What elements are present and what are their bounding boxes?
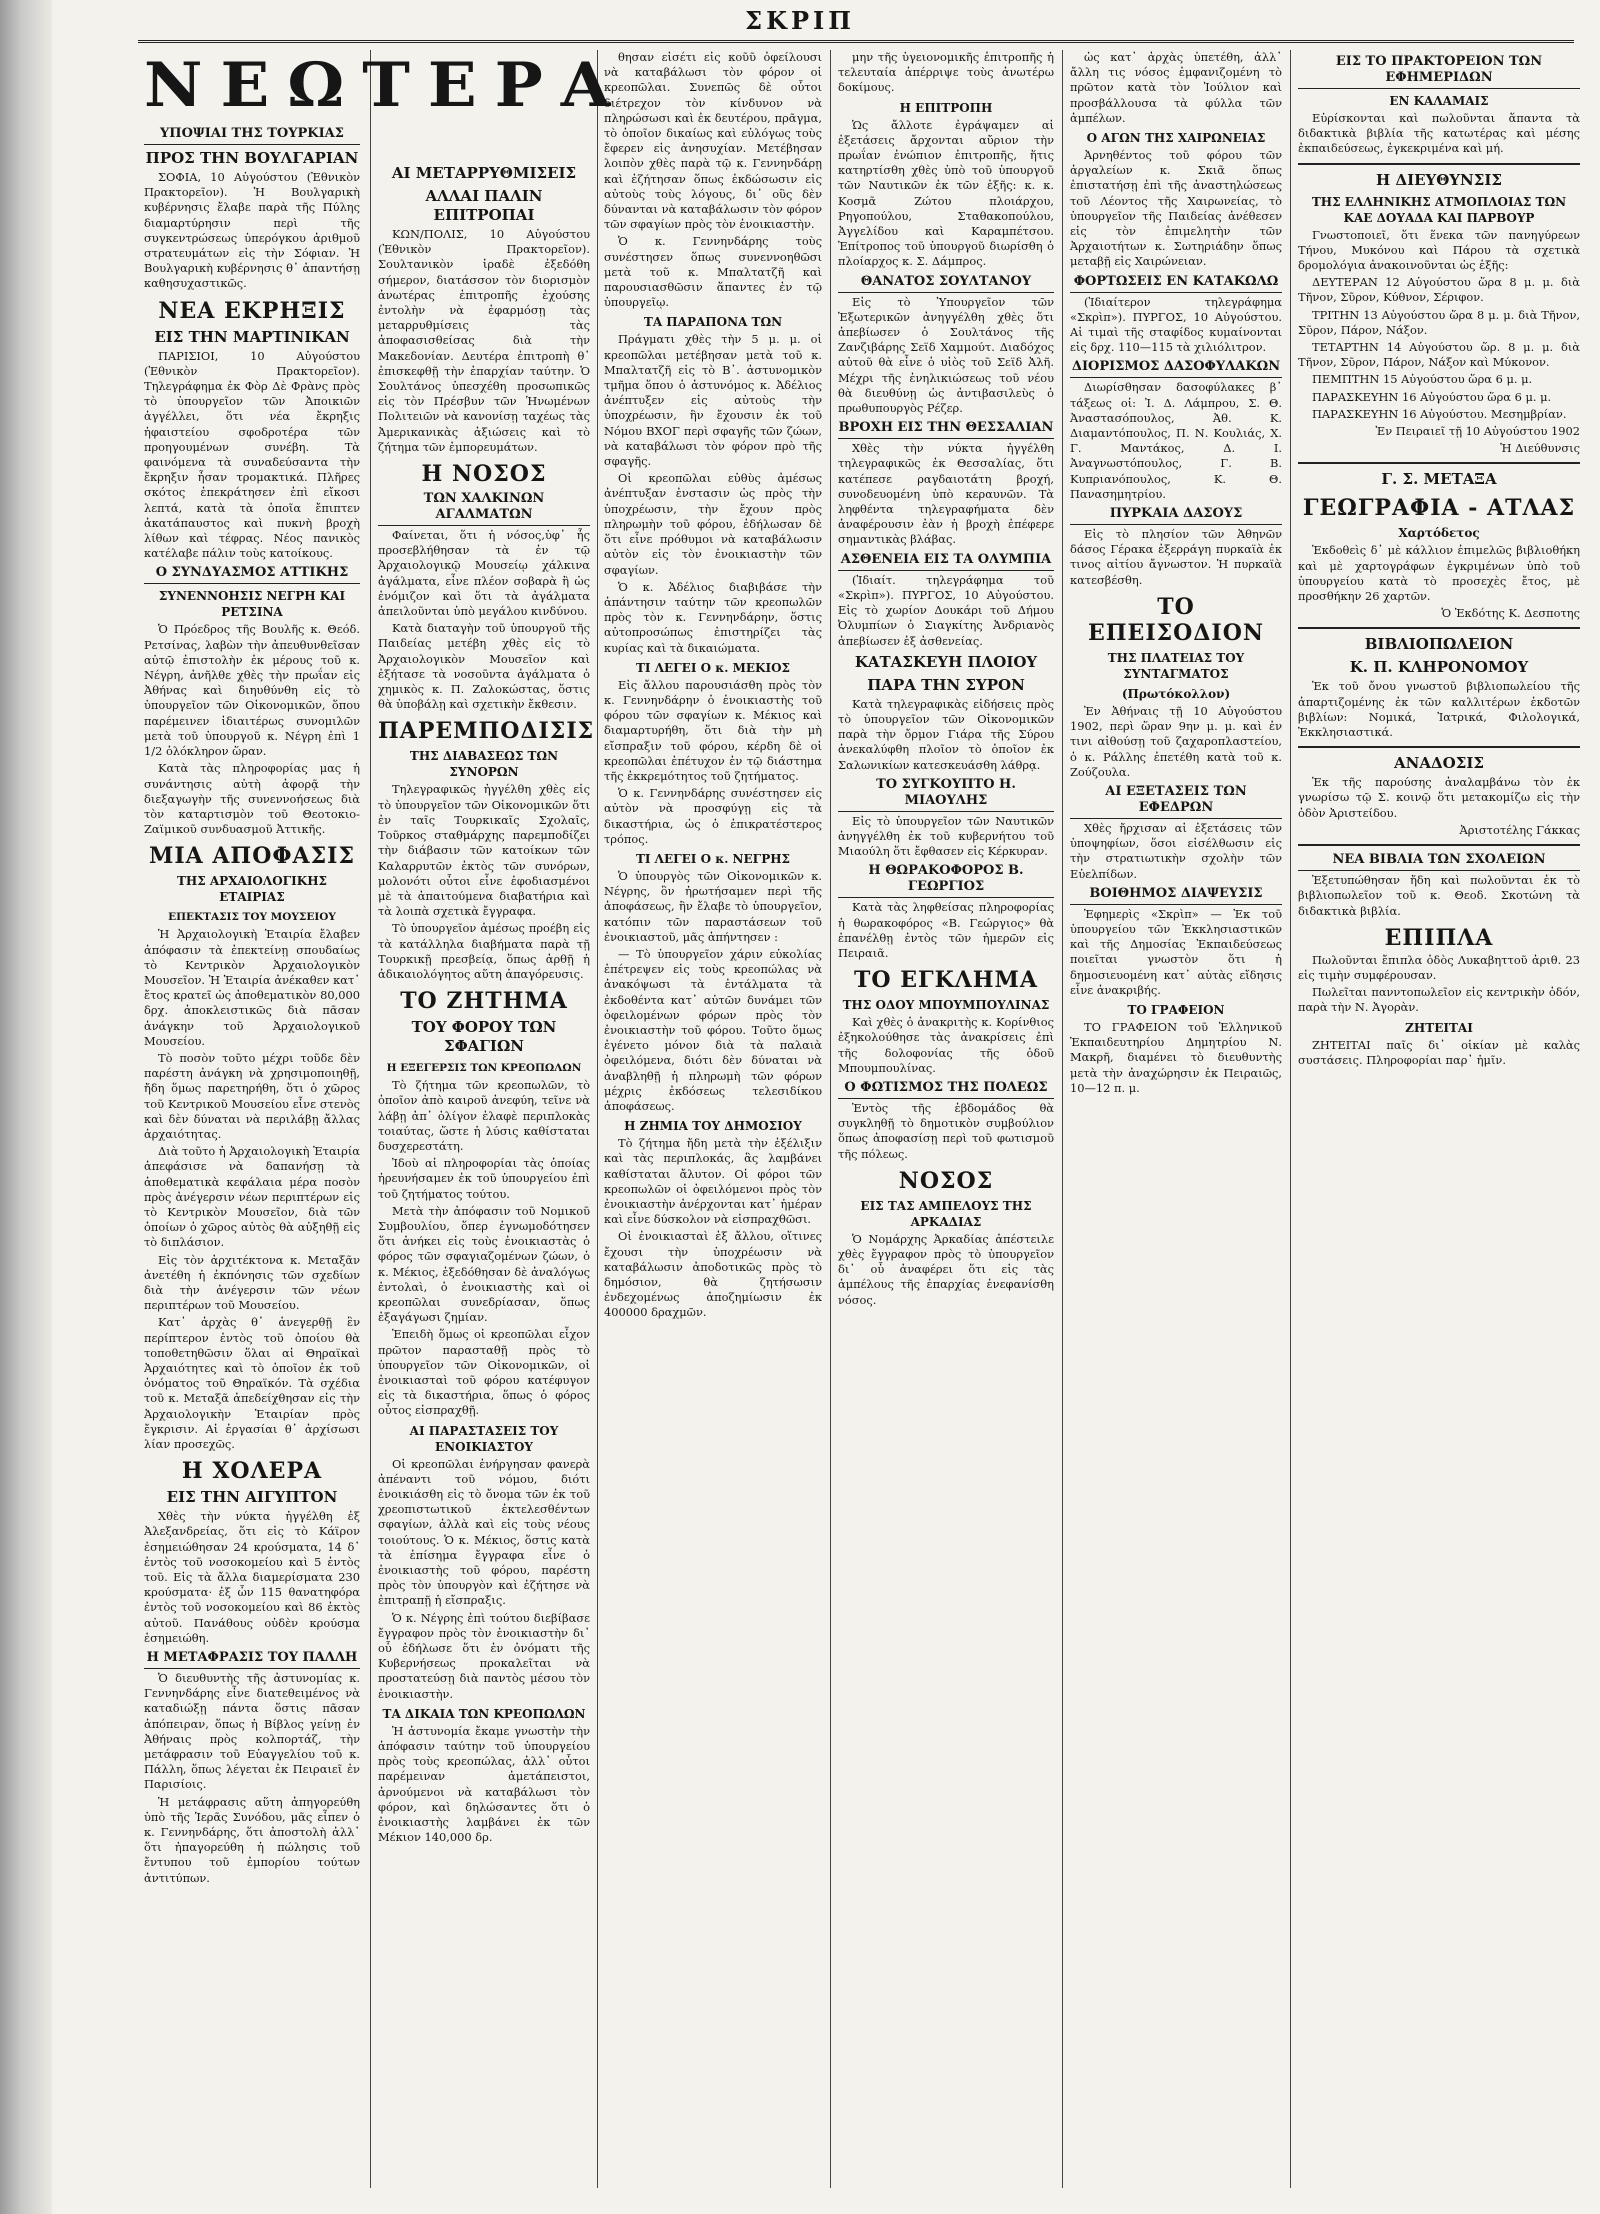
article-heading: ΤΑ ΠΑΡΑΠΟΝΑ ΤΩΝ — [643, 315, 783, 330]
advert-text: ΔΕΥΤΕΡΑΝ 12 Αὐγούστου ὥρα 8 μ. μ. διὰ Τῆνον, Σῦρον, Κύθνον, Σέριφον. — [1298, 275, 1580, 305]
article-text: Εἰς τὸ πλησίον τῶν Ἀθηνῶν δάσος Γέρακα ἐξερράγη πυρκαϊὰ ἐκ τινος αἰτίου ἄγνωστον. Ἡ πυρκαϊὰ κατεσβέσθη. — [1070, 527, 1282, 587]
column-4 — [838, 50, 1054, 2188]
article-text: Ὁ κ. Γεννηνδάρης συνέστησεν εἰς αὐτὸν νὰ προσφύγῃ εἰς τὰ δικαστήρια, ὡς ὁ ἐπικρατέστερος τρόπος. — [604, 786, 822, 846]
article-text: Διὰ τοῦτο ἡ Ἀρχαιολογικὴ Ἑταιρία ἀπεφάσισε νὰ δαπανήσῃ τὰ ἀποθεματικὰ κεφάλαια μέρα ποσὸν πρὸς ἀνέγερσιν νέων περιπτέρων εἰς τὸ Κεντρικὸν Μουσεῖον, διὰ τῶν ὁποίων ὁ χῶρος αὐτὸς θὰ αὐξηθῇ εἰς τὸ διπλάσιον. — [144, 1144, 360, 1250]
article-text: Καὶ χθὲς ὁ ἀνακριτὴς κ. Κορίνθιος ἐξηκολούθησε τὰς ἀνακρίσεις ἐπὶ τῆς δολοφονίας τῆς ὁδοῦ Μπουμπουλίνας. — [838, 1015, 1054, 1075]
article-heading: ΤΟ ΓΡΑΦΕΙΟΝ — [1127, 1002, 1225, 1017]
advert-text: ΖΗΤΕΙΤΑΙ παῖς δι᾽ οἰκίαν μὲ καλὰς συστάσεις. Πληροφορίαι παρ᾽ ἡμῖν. — [1298, 1037, 1580, 1067]
article-text: ΣΟΦΙΑ, 10 Αὐγούστου (Ἐθνικὸν Πρακτορεῖον). Ἡ Βουλγαρικὴ κυβέρνησις ἔλαβε παρὰ τῆς Πύλης διαμαρτύρησιν περὶ τῆς συγκεντρώσεως ὑπερόγκου ἀριθμοῦ στρατευμάτων εἰς τὴν Σόφιαν. Ἡ Βουλγαρικὴ κυβέρνησις θ᾽ ἀπαντήσῃ καθησυχαστικῶς. — [144, 170, 360, 291]
advert-heading: ΝΕΑ ΒΙΒΛΙΑ ΤΩΝ ΣΧΟΛΕΙΩΝ — [1298, 852, 1580, 871]
advert-text: Ἐξετυπώθησαν ἤδη καὶ πωλοῦνται ἐκ τὸ βιβλιοπωλεῖον τοῦ κ. Θεοδ. Σκοτώνη τὰ διδακτικὰ βιβλία. — [1298, 873, 1580, 918]
article-text: Ἀρνηθέντος τοῦ φόρου τῶν ἀργαλείων κ. Σκιᾶ ὅπως ἐπιστατήσῃ ἐπὶ τῆς ἀναστηλώσεως τοῦ Λέοντος τῆς Χαιρωνείας, τὸ ὑπουργεῖον τῆς Παιδείας ἀνέθεσεν εἰς τὸν ἐπιμελητὴν τῶν Ἀρχαιοτήτων κ. Σωτηριάδην ὅπως μεταβῇ εἰς Χαιρώνειαν. — [1070, 148, 1282, 269]
article-text: Ἡ Ἀρχαιολογικὴ Ἑταιρία ἔλαβεν ἀπόφασιν τὰ ἐπεκτείνῃ σπουδαίως τὸ Κεντρικὸν Ἀρχαιολογικὸν Μουσεῖον. Ἡ Ἑταιρία ἀνέκαθεν κατ᾽ ἔτος κρατεῖ ὡς ἀποθεματικὸν 80,000 δρχ. ἀποκλειστικῶς διὰ πᾶσαν ἀνάγκην τοῦ Ἀρχαιολογικοῦ Μουσείου. — [144, 927, 360, 1048]
advert-divider — [1298, 746, 1580, 748]
advert-text: Ὁ Ἐκδότης Κ. Δεσποτης — [1441, 606, 1580, 621]
advert-text: ΠΕΜΠΤΗΝ 15 Αὐγούστου ὥρα 6 μ. μ. — [1312, 372, 1533, 387]
article-heading: Ο ΣΥΝΔΥΑΣΜΟΣ ΑΤΤΙΚΗΣ — [144, 565, 360, 584]
article-heading: Η ΕΠΙΤΡΟΠΗ — [899, 100, 993, 115]
article-text: Εἰς ἄλλου παρουσιάσθη πρὸς τὸν κ. Γεννηνδάρην ὁ ἐνοικιαστὴς τοῦ φόρου τῶν σφαγίων κ. Μέκιος καὶ διαμαρτυρήθη, ὅτι διὰ τὴν μὴ εἴσπραξιν τοῦ φόρου, κέρδη δὲ οἱ κρεοπῶλαι ἐπέτυχον ἐν τῷ διάστημα τῆς ἐκκρεμότητος τοῦ ζητήματος. — [604, 677, 822, 783]
advert-divider — [1298, 163, 1580, 165]
advert-heading: ΖΗΤΕΙΤΑΙ — [1405, 1020, 1473, 1035]
article-text: Τηλεγραφικῶς ἠγγέλθη χθὲς εἰς τὸ ὑπουργεῖον τῶν Οἰκονομικῶν ὅτι ἐν ταῖς Τουρκικαῖς Σχολαῖς, Τοῦρκος σταθμάρχης παρεμποδίζει τὴν διάβασιν τῶν κατοίκων τῶν Καλαρρυτῶν ἐκτὸς τῶν συνόρων, μολονότι οὗτοι εἶνε ἐφοδιασμένοι μὲ τὰ ἀπαιτούμενα διαβατήρια καὶ τὰ λοιπὰ σχετικὰ ἔγγραφα. — [378, 782, 590, 919]
page-edge-shadow — [0, 0, 52, 2214]
masthead-rule — [138, 40, 1574, 43]
article-heading: ΦΟΡΤΩΣΕΙΣ ΕΝ ΚΑΤΑΚΩΛΩ — [1070, 274, 1282, 293]
advert-divider — [1298, 844, 1580, 846]
article-heading: ΑΙ ΠΑΡΑΣΤΑΣΕΙΣ ΤΟΥ ΕΝΟΙΚΙΑΣΤΟΥ — [409, 1423, 559, 1454]
article-text: Οἱ κρεοπῶλαι εὐθὺς ἀμέσως ἀνέπτυξαν ἐνστασιν ὡς πρὸς τὴν ὑποχρέωσιν, τὴν ἔχουν πρὸς πληρωμὴν τοῦ φόρου, ἐδήλωσαν δὲ ὅτι εἶνε πρόθυμοι νὰ καταβάλωσιν αὐτὸν εἰς τὸν ἐνοικιαστὴν τῶν σφαγίων. — [604, 471, 822, 577]
article-subheading: ΕΙΣ ΤΑΣ ΑΜΠΕΛΟΥΣ ΤΗΣ ΑΡΚΑΔΙΑΣ — [860, 1198, 1032, 1229]
column-rule — [1290, 50, 1291, 2188]
column-rule — [1062, 50, 1063, 2188]
article-text: Ὁ Νομάρχης Ἀρκαδίας ἀπέστειλε χθὲς ἔγγραφον πρὸς τὸ ὑπουργεῖον δι᾽ οὗ ἀναφέρει ὅτι εἰς τὰς ἀμπέλους τῆς ἐπαρχίας ἐνεφανίσθη νόσος. — [838, 1231, 1054, 1307]
column-rule — [830, 50, 831, 2188]
article-text: Ὁ κ. Γεννηνδάρης τοὺς συνέστησεν ὅπως συνεννοηθῶσι μετὰ τοῦ κ. Μπαλτατζῆ καὶ παρουσιασθῶσιν ἅπαντες ἐν τῷ ὑπουργεῖῳ. — [604, 234, 822, 310]
article-text: Κατὰ τὰς πληροφορίας μας ἡ συνάντησις αὐτὴ ἀφορᾷ τὴν διεξαγωγὴν τῆς συνεννοήσεως διὰ τὸν καταρτισμὸν τοῦ Θεοτοκιο-Ζαϊμικοῦ συνδυασμοῦ Ἀττικῆς. — [144, 761, 360, 837]
column-3 — [604, 50, 822, 2188]
article-text: ὡς κατ᾽ ἀρχὰς ὑπετέθη, ἀλλ᾽ ἄλλη τις νόσος ἐμφανιζομένη τὸ πρῶτον κατὰ τὸν Ἰούλιον καὶ προσβάλλουσα τὰ φύλλα τῶν ἀμπέλων. — [1070, 50, 1282, 125]
advert-text: Ἐκ τοῦ ὄνου γνωστοῦ βιβλιοπωλείου τῆς ἀπαρτιζομένης ἐκ τῶν καλλιτέρων ἐκδοτῶν βιβλίων: Νομικά, Ἰατρικά, Φιλολογικά, Ἐκκλησιαστικά. — [1298, 679, 1580, 740]
article-text: Ἡ μετάφρασις αὕτη ἀπηγορεύθη ὑπὸ τῆς Ἱερᾶς Συνόδου, μᾶς εἶπεν ὁ κ. Γεννηνδάρης, ὅτι ἀποστολὴ ἀλλ᾽ ὅτι ἠπαγορεύθη ἡ πώλησις τοῦ ἔντυπου τοῦ ἐμπορίου τούτων ἀντιτύπων. — [144, 1794, 360, 1885]
article-heading: ΒΡΟΧΗ ΕΙΣ ΤΗΝ ΘΕΣΣΑΛΙΑΝ — [838, 420, 1054, 439]
article-text: Οἱ κρεοπῶλαι ἐνήργησαν φανερὰ ἀπέναντι τοῦ νόμου, διότι ἐνοικιάσθη εἰς τὸ ὄνομα τῶν ἐκ τοῦ χρεοπιστωτικοῦ ἐκτελεσθέντων σφαγίων, ἀλλὰ καὶ εἰς τοὺς νέους τοιούτους. Ὁ κ. Μέκιος, ὅστις κατὰ τὰ ἐπίσημα ἔγγραφα εἶνε ὁ ἐνοικιαστὴς τοῦ φόρου, παρέστη πρὸς τὸν ὑπουργὸν καὶ ἐζήτησε νὰ ἐπιτραπῇ ἡ εἴσπραξις. — [378, 1456, 590, 1608]
article-heading: ΤΟ ΕΓΚΛΗΜΑ — [854, 967, 1038, 994]
article-heading: ΑΙ ΜΕΤΑΡΡΥΘΜΙΣΕΙΣ — [391, 164, 577, 182]
article-text: (Ἰδιαίτ. τηλεγράφημα τοῦ «Σκρὶπ»). ΠΥΡΓΟΣ, 10 Αὐγούστου. Εἰς τὸ χωρίον Δουκάρι τοῦ Δήμου Ὀλυμπίων ὁ Σιαγκίτης Ἀνδριανὸς ἀπεβίωσεν ἐξ ἀσθενείας. — [838, 572, 1054, 648]
article-subheading: ΕΙΣ ΤΗΝ ΑΙΓΥΠΤΟΝ — [166, 1488, 338, 1507]
advert-subheading: ΓΕΩΓΡΑΦΙΑ - ΑΤΛΑΣ — [1302, 495, 1576, 522]
section-title: ΝΕΩΤΕΡΑ — [144, 49, 629, 122]
article-heading: Η ΧΟΛΕΡΑ — [181, 1458, 323, 1485]
advert-text: ΤΕΤΑΡΤΗΝ 14 Αὐγούστου ὥρ. 8 μ. μ. διὰ Τῆνον, Σῦρον, Πάρον, Νάξον καὶ Μύκονον. — [1298, 340, 1580, 370]
advert-subheading: Χαρτόδετος — [1398, 526, 1480, 541]
article-heading: Ο ΦΩΤΙΣΜΟΣ ΤΗΣ ΠΟΛΕΩΣ — [838, 1080, 1054, 1099]
advert-heading: ΕΠΙΠΛΑ — [1384, 924, 1494, 951]
advert-text: ΠΑΡΑΣΚΕΥΗΝ 16 Αὐγούστου ὥρα 6 μ. μ. — [1312, 389, 1552, 404]
column-5 — [1070, 50, 1282, 2188]
advert-heading: Η ΔΙΕΥΘΥΝΣΙΣ — [1376, 170, 1502, 189]
article-subheading: ΤΩΝ ΧΑΛΚΙΝΩΝ ΑΓΑΛΜΑΤΩΝ — [378, 491, 590, 526]
article-text: Ὡς ἄλλοτε ἐγράψαμεν αἱ ἐξετάσεις ἄρχονται αὔριον τὴν πρωΐαν ἐνώπιον ἐπιτροπῆς, ἥτις κατηρτίσθη χθὲς ὑπὸ τοῦ ὑπουργοῦ τῶν Ναυτικῶν ἐκ τῶν ἑξῆς: κ. κ. Κοσμᾶ Ζώτου πλοιάρχου, Ρηγοπούλου, Σταθακοπούλου, Ἀγγελίδου καὶ Καραμπέτσου. Ἐπίτροπος τοῦ ὑπουργοῦ διωρίσθη ὁ πλοίαρχος κ. Σ. Δάμπρος. — [838, 117, 1054, 269]
article-text: Ἐντὸς τῆς ἑβδομάδος θὰ συγκληθῇ τὸ δημοτικὸν συμβούλιον ὅπως ἀποφασίσῃ περὶ τοῦ φωτισμοῦ τῆς πόλεως. — [838, 1100, 1054, 1161]
article-text: Κατ᾽ ἀρχὰς θ᾽ ἀνεγερθῇ ἓν περίπτερον ἐντὸς τοῦ ὁποίου θὰ τοποθετηθῶσιν ὅλαι αἱ Θηραϊκαὶ Ἀρχαιότητες καὶ τὸ ὁποῖον ἐκ τοῦ ὀνόματος τοῦ Θηραϊκόν. Τὰ σχέδια τοῦ κ. Μεταξᾶ ἀπεδείχθησαν εἰς τὴν Ἀρχαιολογικὴν Ἑταιρίαν πρὸς ἔγκρισιν. Αἱ ἐργασίαι θ᾽ ἀρχίσωσι λίαν προσεχῶς. — [144, 1315, 360, 1452]
article-text: Ἡ ἀστυνομία ἔκαμε γνωστὴν τὴν ἀπόφασιν ταύτην τοῦ ὑπουργείου πρὸς τοὺς κρεοπώλας, ἀλλ᾽ οὗτοι παρέμειναν ἀμετάπειστοι, ἀρνούμενοι νὰ καταβάλωσι τὸν φόρον, καὶ δηλώσαντες ὅτι ὁ ἐνοικιαστὴς λαμβάνει ἐκ τῶν Μέκιον 140,000 δρ. — [378, 1723, 590, 1845]
article-heading: ΤΟ ΖΗΤΗΜΑ — [400, 988, 568, 1015]
article-heading: ΤΟ ΕΠΕΙΣΟΔΙΟΝ — [1088, 593, 1264, 646]
article-text: Τὸ ζήτημα τῶν κρεοπωλῶν, τὸ ὁποῖον ἀπὸ καιροῦ ἀνεφύη, τεῖνε νὰ λάβῃ ἀπ᾽ ὀλίγον ἐλαφὲ περιπλοκὰς τοιαύτας, ὥστε ἡ λύσις καθίσταται δυσχερεστάτη. — [378, 1078, 590, 1153]
article-text: — Τὸ ὑπουργεῖον χάριν εὐκολίας ἐπέτρεψεν εἰς τοὺς κρεοπώλας νὰ ἀνακόψωσι τὰ ἐντάλματα τὰ ἐκδοθέντα κατ᾽ αὐτῶν δυνάμει τῶν ὀφειλομένων φόρων πρὸς τὸν ἐνοικιαστὴν τοῦ φόρου. Τοῦτο ὅμως ἐγένετο μόνον διὰ τὰ παλαιὰ ὀφειλόμενα, διότι δὲν δύναται νὰ ἀναβληθῇ ἡ πληρωμὴ τῶν φόρων μέχρις ἐκδόσεως τελεσιδίκου ἀποφάσεως. — [604, 946, 822, 1113]
article-text: Μετὰ τὴν ἀπόφασιν τοῦ Νομικοῦ Συμβουλίου, ὅπερ ἐγνωμοδότησεν ὅτι ἀνήκει εἰς τοὺς ἐνοικιαστὰς ὁ φόρος τῶν σφαγιαζομένων ζώων, ὁ κ. Μέκιος, ἐξεδόθησαν δὲ ἀναλόγως ἐντολαὶ, ὁ ἐνοικιαστὴς καὶ οἱ κρεοπῶλαι συνεδρίασαν, ὅπως ἐξαγάγωσι ζημίαν. — [378, 1203, 590, 1325]
article-heading: Η ΝΟΣΟΣ — [421, 461, 547, 488]
article-text: μην τῆς ὑγειονομικῆς ἐπιτροπῆς ἡ τελευταία ἀπέρριψε τοὺς ἀνωτέρω δοκίμους. — [838, 50, 1054, 95]
article-text: ΠΑΡΙΣΙΟΙ, 10 Αὐγούστου (Ἐθνικὸν Πρακτορεῖον). Τηλεγράφημα ἐκ Φὸρ Δὲ Φρὰνς πρὸς τὸ ὑπουργεῖον τῶν Ἀποικιῶν ἀγγέλλει, ὅτι νέα ἔκρηξις ἠφαιστείου σφοδροτέρα τῶν προηγουμένων συνέβη. Τὰ φαινόμενα τὰ συναδεύσαντα τὴν ἔκρηξιν ἦσαν τρομακτικά. Πλῆρες σκότος ἐπεκράτησεν ἐπὶ εἴκοσι λεπτά, κατὰ τὰ ὁποῖα ἔπιπτεν ἀκατάπαυστος καὶ πυκνὴ βροχὴ λίθων καὶ τέφρας. Νέος πανικὸς κατέλαβε πάλιν τοὺς κατοίκους. — [144, 348, 360, 561]
column-rule — [370, 50, 371, 2188]
article-subheading: ΠΑΡΑ ΤΗΝ ΣΥΡΟΝ — [867, 675, 1025, 694]
article-heading: Η ΘΩΡΑΚΟΦΟΡΟΣ Β. ΓΕΩΡΓΙΟΣ — [838, 863, 1054, 898]
article-heading: ΤΑ ΔΙΚΑΙΑ ΤΩΝ ΚΡΕΟΠΩΛΩΝ — [382, 1706, 586, 1721]
article-subheading: ΤΗΣ ΑΡΧΑΙΟΛΟΓΙΚΗΣ ΕΤΑΙΡΙΑΣ — [176, 874, 328, 905]
article-heading: ΘΑΝΑΤΟΣ ΣΟΥΛΤΑΝΟΥ — [838, 274, 1054, 293]
article-text: Τὸ ποσὸν τοῦτο μέχρι τοῦδε δὲν παρέστη ἀνάγκη νὰ χρησιμοποιηθῇ, ἤδη ὅμως παρετηρήθη, ὅτι ὁ χῶρος τοῦ Κεντρικοῦ Μουσείου εἶνε στενὸς καὶ δὲν δύναται νὰ περιλάβῃ ἄλλας ἀρχαιότητας. — [144, 1050, 360, 1141]
article-text: (Ἰδιαίτερον τηλεγράφημα «Σκρὶπ»). ΠΥΡΓΟΣ, 10 Αὐγούστου. Αἱ τιμαὶ τῆς σταφίδος κυμαίνονται εἰς δρχ. 110—115 τὰ χιλιόλιτρον. — [1070, 294, 1282, 355]
article-text: ΚΩΝ/ΠΟΛΙΣ, 10 Αὐγούστου (Ἐθνικὸν Πρακτορεῖον). Σουλτανικὸν ἰραδὲ ἐξεδόθη σήμερον, διατάσσον τὸν διορισμὸν ἀνωτέρας ἐπιτροπῆς ἐχούσης ἐντολὴν νὰ ἐφαρμόσῃ τὰς μεταρρυθμίσεις τὰς ἀποφασισθείσας διὰ τὴν Μακεδονίαν. Δευτέρα ἐπιτροπὴ θ᾽ ἐπισκεφθῇ τὴν ἐπαρχίαν ταύτην. Ὁ Σουλτάνος ὑπεσχέθη προσωπικῶς εἰς τὸν Πρέσβυν τῶν Ἡνωμένων Πολιτειῶν νὰ κανονίσῃ ταχέως τὰς Ἀμερικανικὰς ἀξιώσεις καὶ τὸ ζήτημα τῶν ἐμπορευμάτων. — [378, 227, 590, 454]
article-text: Τὸ ὑπουργεῖον ἀμέσως προέβη εἰς τὰ κατάλληλα διαβήματα παρὰ τῇ Τουρκικῇ πρεσβείᾳ, ὅπως ἀρθῇ ἡ ἀδικαιολόγητος αὕτη ἀπαγόρευσις. — [378, 921, 590, 981]
article-subheading: ΕΠΕΚΤΑΣΙΣ ΤΟΥ ΜΟΥΣΕΙΟΥ — [168, 911, 336, 924]
article-text: Οἱ ἐνοικιασταὶ ἐξ ἄλλου, οἵτινες ἔχουσι τὴν ὑποχρέωσιν νὰ καταβάλωσιν ἀποδοτικῶς πρὸς τὸ δημόσιον, θὰ ζητήσωσιν ἐνδεχομένως ἀποζημίωσιν ἐκ 400000 δραχμῶν. — [604, 1229, 822, 1320]
advert-text: Ἐκ τῆς παρούσης ἀναλαμβάνω τὸν ἐκ γνωρίσω τῷ Σ. κοινῷ ὅτι μετακομίζω εἰς τὴν ὁδὸν Ἀριστείδου. — [1298, 775, 1580, 820]
article-text: Κατὰ τὰς ληφθείσας πληροφορίας ἡ θωρακοφόρος «Β. Γεώργιος» θὰ ἐπανέλθῃ ἐντὸς τῶν ἡμερῶν εἰς Πειραιᾶ. — [838, 900, 1054, 960]
advert-heading: Γ. Σ. ΜΕΤΑΞΑ — [1381, 470, 1497, 489]
article-text: Εἰς τὸν ἀρχιτέκτονα κ. Μεταξᾶν ἀνετέθη ἡ ἐκπόνησις τῶν σχεδίων διὰ τὴν ἀνέγερσιν τῶν νέων περιπτέρων τοῦ Μουσείου. — [144, 1252, 360, 1313]
article-heading: ΤΟ ΣΥΓΚΟΥΠΤΟ Η. ΜΙΑΟΥΛΗΣ — [838, 777, 1054, 812]
advert-divider — [1298, 627, 1580, 629]
article-subheading: ΑΛΛΑΙ ΠΑΛΙΝ ΕΠΙΤΡΟΠΑΙ — [425, 187, 543, 224]
article-subheading: Η ΕΞΕΓΕΡΣΙΣ ΤΩΝ ΚΡΕΟΠΩΛΩΝ — [386, 1062, 582, 1075]
advert-text: Ἐν Πειραιεῖ τῇ 10 Αὐγούστου 1902 — [1375, 424, 1580, 439]
article-heading: Η ΖΗΜΙΑ ΤΟΥ ΔΗΜΟΣΙΟΥ — [624, 1119, 802, 1134]
article-subheading: ΤΟΥ ΦΟΡΟΥ ΤΩΝ ΣΦΑΓΙΩΝ — [411, 1018, 557, 1056]
column-rule — [597, 50, 598, 2188]
advert-heading: ΕΙΣ ΤΟ ΠΡΑΚΤΟΡΕΙΟΝ ΤΩΝ ΕΦΗΜΕΡΙΔΩΝ — [1298, 54, 1580, 89]
article-text: Ὁ κ. Νέγρης ἐπὶ τούτου διεβίβασε ἔγγραφον πρὸς τὸν ἐνοικιαστὴν δι᾽ οὗ ἐδήλωσε ὅτι ἐν ὀνόματι τῆς Κυβερνήσεως προκαλεῖται νὰ προστατεύσῃ διὰ παντὸς μέσου τὸν ἐνοικιαστὴν. — [378, 1610, 590, 1701]
advert-text: ΤΡΙΤΗΝ 13 Αὐγούστου ὥρα 8 μ. μ. διὰ Τῆνον, Σῦρον, Πάρον, Νάξον. — [1298, 307, 1580, 337]
advert-heading: ΑΝΑΔΟΣΙΣ — [1394, 754, 1484, 773]
article-subheading: ΣΥΝΕΝΝΟΗΣΙΣ ΝΕΓΡΗ ΚΑΙ ΡΕΤΣΙΝΑ — [158, 589, 346, 620]
advert-text: Πωλεῖται πανντοπωλεῖον εἰς κεντρικὴν ὁδόν, παρὰ τὴν Ν. Ἀγορὰν. — [1298, 985, 1580, 1015]
article-text: Διωρίσθησαν δασοφύλακες β᾽ τάξεως οἱ: Ἰ. Δ. Λάμπρου, Σ. Θ. Ἀναστασόπουλος, Ἀθ. Κ. Διαμαντόπουλος, Π. Ν. Κουλιάς, Χ. Γ. Μαντάκος, Δ. Ι. Ἀναγνωστόπουλος, Γ. Β. Κυπριανόπουλος, Κ. Θ. Πανασημητρίου. — [1070, 380, 1282, 501]
article-subheading: ΠΡΟΣ ΤΗΝ ΒΟΥΛΓΑΡΙΑΝ — [145, 149, 359, 167]
article-subheading: ΤΗΣ ΔΙΑΒΑΣΕΩΣ ΤΩΝ ΣΥΝΟΡΩΝ — [409, 749, 559, 780]
article-text: Ἐπειδὴ ὅμως οἱ κρεοπῶλαι εἶχον πρῶτον παρασταθῇ πρὸς τὸ ὑπουργεῖον τῶν Οἰκονομικῶν, οἱ ἐνοικιασταὶ τοῦ φόρου κατέφυγον εἰς τὰ δικαστήρια, ὅπως ὁ φόρος οὗτος εἰσπραχθῇ. — [378, 1327, 590, 1418]
article-heading: ΠΑΡΕΜΠΟΔΙΣΙΣ — [378, 718, 595, 745]
advert-subheading: Κ. Π. ΚΛΗΡΟΝΟΜΟΥ — [1349, 658, 1529, 677]
column-2 — [378, 160, 595, 2188]
article-heading: Ο ΑΓΩΝ ΤΗΣ ΧΑΙΡΩΝΕΙΑΣ — [1086, 131, 1266, 146]
article-text: Κατὰ τηλεγραφικὰς εἰδήσεις πρὸς τὸ ὑπουργεῖον τῶν Οἰκονομικῶν παρὰ τὴν ὄρμον Γιάρα τῆς Σύρου ἀνεκαλύφθη πλοῖον τὸ ὁποῖον ἐκ Σαλωνικίων κατεσκευάσθη λάθρᾳ. — [838, 696, 1054, 772]
article-text: Ὁ διευθυντὴς τῆς ἀστυνομίας κ. Γεννηνδάρης εἶνε διατεθειμένος νὰ καταδιώξῃ πάντα ὅστις πᾶσαν ἀπόπειραν, ὅπως ἡ Βίβλος γείνῃ ἐν Ἀθήναις πρὸς κολπορτάζ, τὴν μετάφρασιν τοῦ Εὐαγγελίου τοῦ κ. Πάλλη, ὅπως λέγεται ἐκ Πειραιεῖ ἐν Παρισίοις. — [144, 1671, 360, 1792]
article-text: θησαν εἰσέτι εἰς κοῦῦ ὀφείλουσι νὰ καταβάλωσι τὸν φόρον οἱ κρεοπῶλαι. Συνεπῶς δὲ οὗτοι διέτρεχον τὸν κίνδυνον νὰ πληρώσωσι καὶ ἐκ δευτέρου, πρᾶγμα, τὸ ὁποῖον δικαίως καὶ εὐλόγως τοὺς ἔφερεν εἰς ἀνησυχίαν. Μετέβησαν λοιπὸν χθὲς παρὰ τῷ κ. Γεννηνδάρῃ καὶ ἐζήτησαν ὅπως ἐκδώσωσιν εἰς αὐτοὺς τοὺς λόγους, δι᾽ οὓς δὲν δύνανται νὰ καταβάλωσιν τὸν φόρον τῶν σφαγίων πρὸς τὸν ἐνοικιαστὴν. — [604, 50, 822, 232]
article-heading: ΤΙ ΛΕΓΕΙ Ο κ. ΝΕΓΡΗΣ — [635, 851, 791, 866]
article-heading: ΝΕΑ ΕΚΡΗΞΙΣ — [158, 297, 346, 324]
article-heading: Η ΜΕΤΑΦΡΑΣΙΣ ΤΟΥ ΠΑΛΛΗ — [144, 1650, 360, 1669]
article-text: Ἰδοὺ αἱ πληροφορίαι τὰς ὁποίας ἠρευνήσαμεν ἐκ τοῦ ὑπουργείου ἐπὶ τοῦ ζητήματος τούτου. — [378, 1156, 590, 1201]
advert-text: Γνωστοποιεῖ, ὅτι ἕνεκα τῶν πανηγύρεων Τήνου, Μυκόνου καὶ Πάρου τὰ σχετικὰ δρομολόγια ἀνακοινοῦνται ὡς ἑξῆς: — [1298, 227, 1580, 273]
article-heading: ΚΑΤΑΣΚΕΥΗ ΠΛΟΙΟΥ — [854, 652, 1038, 671]
article-heading: ΑΣΘΕΝΕΙΑ ΕΙΣ ΤΑ ΟΛΥΜΠΙΑ — [838, 552, 1054, 571]
article-text: Τὸ ζήτημα ἤδη μετὰ τὴν ἐξέλιξιν καὶ τὰς περιπλοκάς, ἃς λαμβάνει καθίσταται ἄλυτον. Οἱ φόροι τῶν κρεοπωλῶν οἱ ὀφειλόμενοι πρὸς τὸν ἐνοικιαστὴν ἀνέρχονται κατ᾽ ἡμέραν καὶ εἶνε δύσκολον νὰ εἰσπραχθῶσι. — [604, 1136, 822, 1227]
article-heading: ΜΙΑ ΑΠΟΦΑΣΙΣ — [148, 843, 355, 870]
advert-subheading: ΤΗΣ ΕΛΛΗΝΙΚΗΣ ΑΤΜΟΠΛΟΙΑΣ ΤΩΝ ΚΑΕ ΔΟΥΑΔΑ ΚΑΙ ΠΑΡΒΟΥΡ — [1311, 194, 1567, 225]
article-heading: ΑΙ ΕΞΕΤΑΣΕΙΣ ΤΩΝ ΕΦΕΔΡΩΝ — [1070, 784, 1282, 819]
article-heading: ΠΥΡΚΑΙΑ ΔΑΣΟΥΣ — [1070, 506, 1282, 525]
article-text: Ὁ Πρόεδρος τῆς Βουλῆς κ. Θεόδ. Ρετσίνας, λαβὼν τὴν ἀπευθυνθεῖσαν αὐτῷ ἐπιστολὴν ἐκ μέρους τοῦ κ. Νέγρη, ἀνῆλθε χθὲς τὴν πρωΐαν εἰς Ἀθήνας καὶ διηυθύνθη εἰς τὸ ὑπουργεῖον τῶν Οἰκονομικῶν, ὅπου παρέμεινεν ἰδιαιτέρως συνομιλῶν μετὰ τοῦ ὑπουργοῦ κ. Νέγρη ἐπὶ 1 1/2 ὁλόκληρον ὥραν. — [144, 622, 360, 759]
article-text: Εἰς τὸ ὑπουργεῖον τῶν Ναυτικῶν ἀνηγγέλθη ἐκ τοῦ κυβερνήτου τοῦ Μιαούλη ὅτι ἔφθασεν εἰς Κέρκυραν. — [838, 813, 1054, 859]
advert-subheading: ΕΝ ΚΑΛΑΜΑΙΣ — [1389, 94, 1489, 108]
masthead: ΣΚΡΙΠ — [745, 6, 855, 35]
article-heading: ΔΙΟΡΙΣΜΟΣ ΔΑΣΟΦΥΛΑΚΩΝ — [1070, 359, 1282, 378]
column-6 — [1298, 50, 1580, 2188]
article-text: Κατὰ διαταγὴν τοῦ ὑπουργοῦ τῆς Παιδείας μετέβη χθὲς εἰς τὸ Ἀρχαιολογικὸν Μουσεῖον καὶ ἐξήτασε τὰ νοσοῦντα ἀγάλματα ὁ χημικὸς κ. Π. Ζαλοκώστας, ὅστις θὰ ὑποβάλῃ καὶ σχετικὴν ἔκθεσιν. — [378, 621, 590, 712]
article-subheading: ΕΙΣ ΤΗΝ ΜΑΡΤΙΝΙΚΑΝ — [154, 327, 350, 346]
article-text: Φαίνεται, ὅτι ἡ νόσος,ὑφ᾽ ἧς προσεβλήθησαν τὰ ἐν τῷ Ἀρχαιολογικῷ Μουσείῳ χάλκινα ἀγάλματα, εἶνε πλέον σοβαρὰ ἢ ὡς ἐνόμιζον καὶ ὅτι τὰ ἀγάλματα ἀπειλοῦνται ὑπὸ μεγάλου κινδύνου. — [378, 528, 590, 619]
article-text: Χθὲς ἤρχισαν αἱ ἐξετάσεις τῶν ὑποψηφίων, ὅσοι εἰσέλθωσιν εἰς τὴν στρατιωτικὴν σχολὴν τῶν Εὐελπίδων. — [1070, 820, 1282, 881]
article-heading: ΝΟΣΟΣ — [898, 1167, 994, 1194]
advert-text: ΠΑΡΑΣΚΕΥΗΝ 16 Αὐγούστου. Μεσημβρίαν. — [1312, 406, 1567, 421]
advert-text: Πωλοῦνται ἔπιπλα ὁδὸς Λυκαβηττοῦ ἀριθ. 23 εἰς τιμὴν συμφέρουσαν. — [1298, 952, 1580, 982]
advert-text: Εὑρίσκονται καὶ πωλοῦνται ἅπαντα τὰ διδακτικὰ βιβλία τῆς κατωτέρας καὶ μέσης ἐκπαιδεύσεως, ἐγκεκριμένα καὶ μή. — [1298, 111, 1580, 156]
article-text: Ἐν Ἀθήναις τῇ 10 Αὐγούστου 1902, περὶ ὥραν 9ην μ. μ. καὶ ἐν τινι αἰθούσῃ τοῦ ζαχαροπλαστείου, ὁ κ. Ράλλης ἐπετέθη κατὰ τοῦ κ. Ζούζουλα. — [1070, 703, 1282, 779]
article-heading: ΤΙ ΛΕΓΕΙ Ο κ. ΜΕΚΙΟΣ — [635, 660, 791, 675]
article-text: Εἰς τὸ Ὑπουργεῖον τῶν Ἐξωτερικῶν ἀνηγγέλθη χθὲς ὅτι ἀπεβίωσεν ὁ Σουλτάνος τῆς Ζανζιβάρης Σεϊδ Χαμμούτ. Διαδόχος αὐτοῦ θὰ εἶνε ὁ υἱὸς τοῦ Σεϊδ Ἀλῆ. Μέχρι τῆς ἐνηλικιώσεως τοῦ νέου θὰ διευθύνῃ ὡς ἀντιβασιλεὺς ὁ πρωθυπουργὸς Ρέζερ. — [838, 294, 1054, 416]
article-text: Ὁ κ. Ἀδέλιος διαβιβάσε τὴν ἀπάντησιν ταύτην τῶν κρεοπωλῶν πρὸς τὸν κ. Γεννηνδάρην, ὅστις αὐτοπροσώπως ἐπιστηρίζει τὰς κυρίας καὶ τὰ δικαιώματα. — [604, 579, 822, 655]
advert-text: Ἐκδοθεὶς δ᾽ μὲ κάλλιον ἐπιμελῶς βιβλιοθήκη καὶ μὲ χαρτογράφων ἐγκριμένων ὑπὸ τοῦ ὑπουργείου κατὰ τὸ προσεχὲς ἔτος, μὲ προσθήκην 26 χαρτῶν. — [1298, 543, 1580, 604]
article-subheading: ΤΗΣ ΠΛΑΤΕΙΑΣ ΤΟΥ ΣΥΝΤΑΓΜΑΤΟΣ — [1107, 650, 1245, 681]
article-heading: ΥΠΟΨΙΑΙ ΤΗΣ ΤΟΥΡΚΙΑΣ — [144, 126, 360, 145]
advert-text: Ἀριστοτέλης Γάκκας — [1459, 822, 1580, 837]
article-text: Ὁ ὑπουργὸς τῶν Οἰκονομικῶν κ. Νέγρης, ὃν ἠρωτήσαμεν περὶ τῆς ἀποφάσεως, ἣν ἔλαβε τὸ ὑπουργεῖον, κατόπιν τῶν παραστάσεων τοῦ ἐνοικιαστοῦ, μᾶς ἀπήντησεν : — [604, 868, 822, 944]
article-text: Χθὲς τὴν νύκτα ἠγγέλθη τηλεγραφικῶς ἐκ Θεσσαλίας, ὅτι κατέπεσε ραγδαιοτάτη βροχή, συνοδευομένη ὑπὸ κεραυνῶν. Τὰ ληφθέντα τηλεγραφήματα δὲν ἀναφέρουσιν ἐὰν ἡ βροχὴ ἐπέφερε σημαντικὰς βλάβας. — [838, 441, 1054, 547]
article-heading: ΒΟΙΘΗΜΟΣ ΔΙΑΨΕΥΣΙΣ — [1070, 886, 1282, 905]
article-subheading: ΤΗΣ ΟΔΟΥ ΜΠΟΥΜΠΟΥΛΙΝΑΣ — [842, 998, 1050, 1013]
article-text: ΤΟ ΓΡΑΦΕΙΟΝ τοῦ Ἑλληνικοῦ Ἐκπαιδευτηρίου Δημητρίου Ν. Μακρῆ, διαμένει τὸ διευθυντὴς μετὰ τὴν ἀναχώρησιν ἐκ Πειραιῶς, 10—12 π. μ. — [1070, 1019, 1282, 1095]
article-subheading: (Πρωτόκολλον) — [1121, 686, 1231, 701]
article-text: Χθὲς τὴν νύκτα ἠγγέλθη ἐξ Ἀλεξανδρείας, ὅτι εἰς τὸ Κάϊρον ἐσημειώθησαν 24 κρούσματα, 14 δ᾽ ἐντὸς τοῦ νοσοκομείου καὶ 5 ἐντὸς τοῦ. Εἰς τὰ ἄλλα διαμερίσματα 230 κρούσματα· ἐξ ὧν 115 θανατηφόρα ἐντὸς τοῦ νοσοκομείου καὶ 86 ἐκτὸς αὐτοῦ. Πανάθους οὐδὲν κρούσμα ἐσημειώθη. — [144, 1509, 360, 1645]
article-text: Πράγματι χθὲς τὴν 5 μ. μ. οἱ κρεοπῶλαι μετέβησαν μετὰ τοῦ κ. Μπαλτατζῆ εἰς τὸ Β᾽. ἀστυνομικὸν τμῆμα ὅπου ὁ ἀστυνόμος κ. Ἀδέλιος ἀνέπτυξεν εἰς αὐτοὺς τὴν ὑποχρέωσιν, ἣν ἔχουσιν ἐκ τοῦ Νόμου ΒΧΟΓ περὶ σφαγῆς τῶν ζώων, νὰ καταβάλωσι τὸν φόρον πρὸ τῆς σφαγῆς. — [604, 332, 822, 469]
advert-divider — [1298, 462, 1580, 464]
advert-text: Ἡ Διεύθυνσις — [1500, 441, 1580, 456]
advert-heading: ΒΙΒΛΙΟΠΩΛΕΙΟΝ — [1364, 635, 1514, 654]
article-text: Ἐφημερὶς «Σκρὶπ» — Ἐκ τοῦ ὑπουργείου τῶν Ἐκκλησιαστικῶν καὶ τῆς Δημοσίας Ἐκπαιδεύσεως ποιεῖται γνωστὸν ὅτι ἡ δημοσιευομένη κατ᾽ αὐτὰς εἴδησις εἶνε ἀνακριβής. — [1070, 906, 1282, 997]
